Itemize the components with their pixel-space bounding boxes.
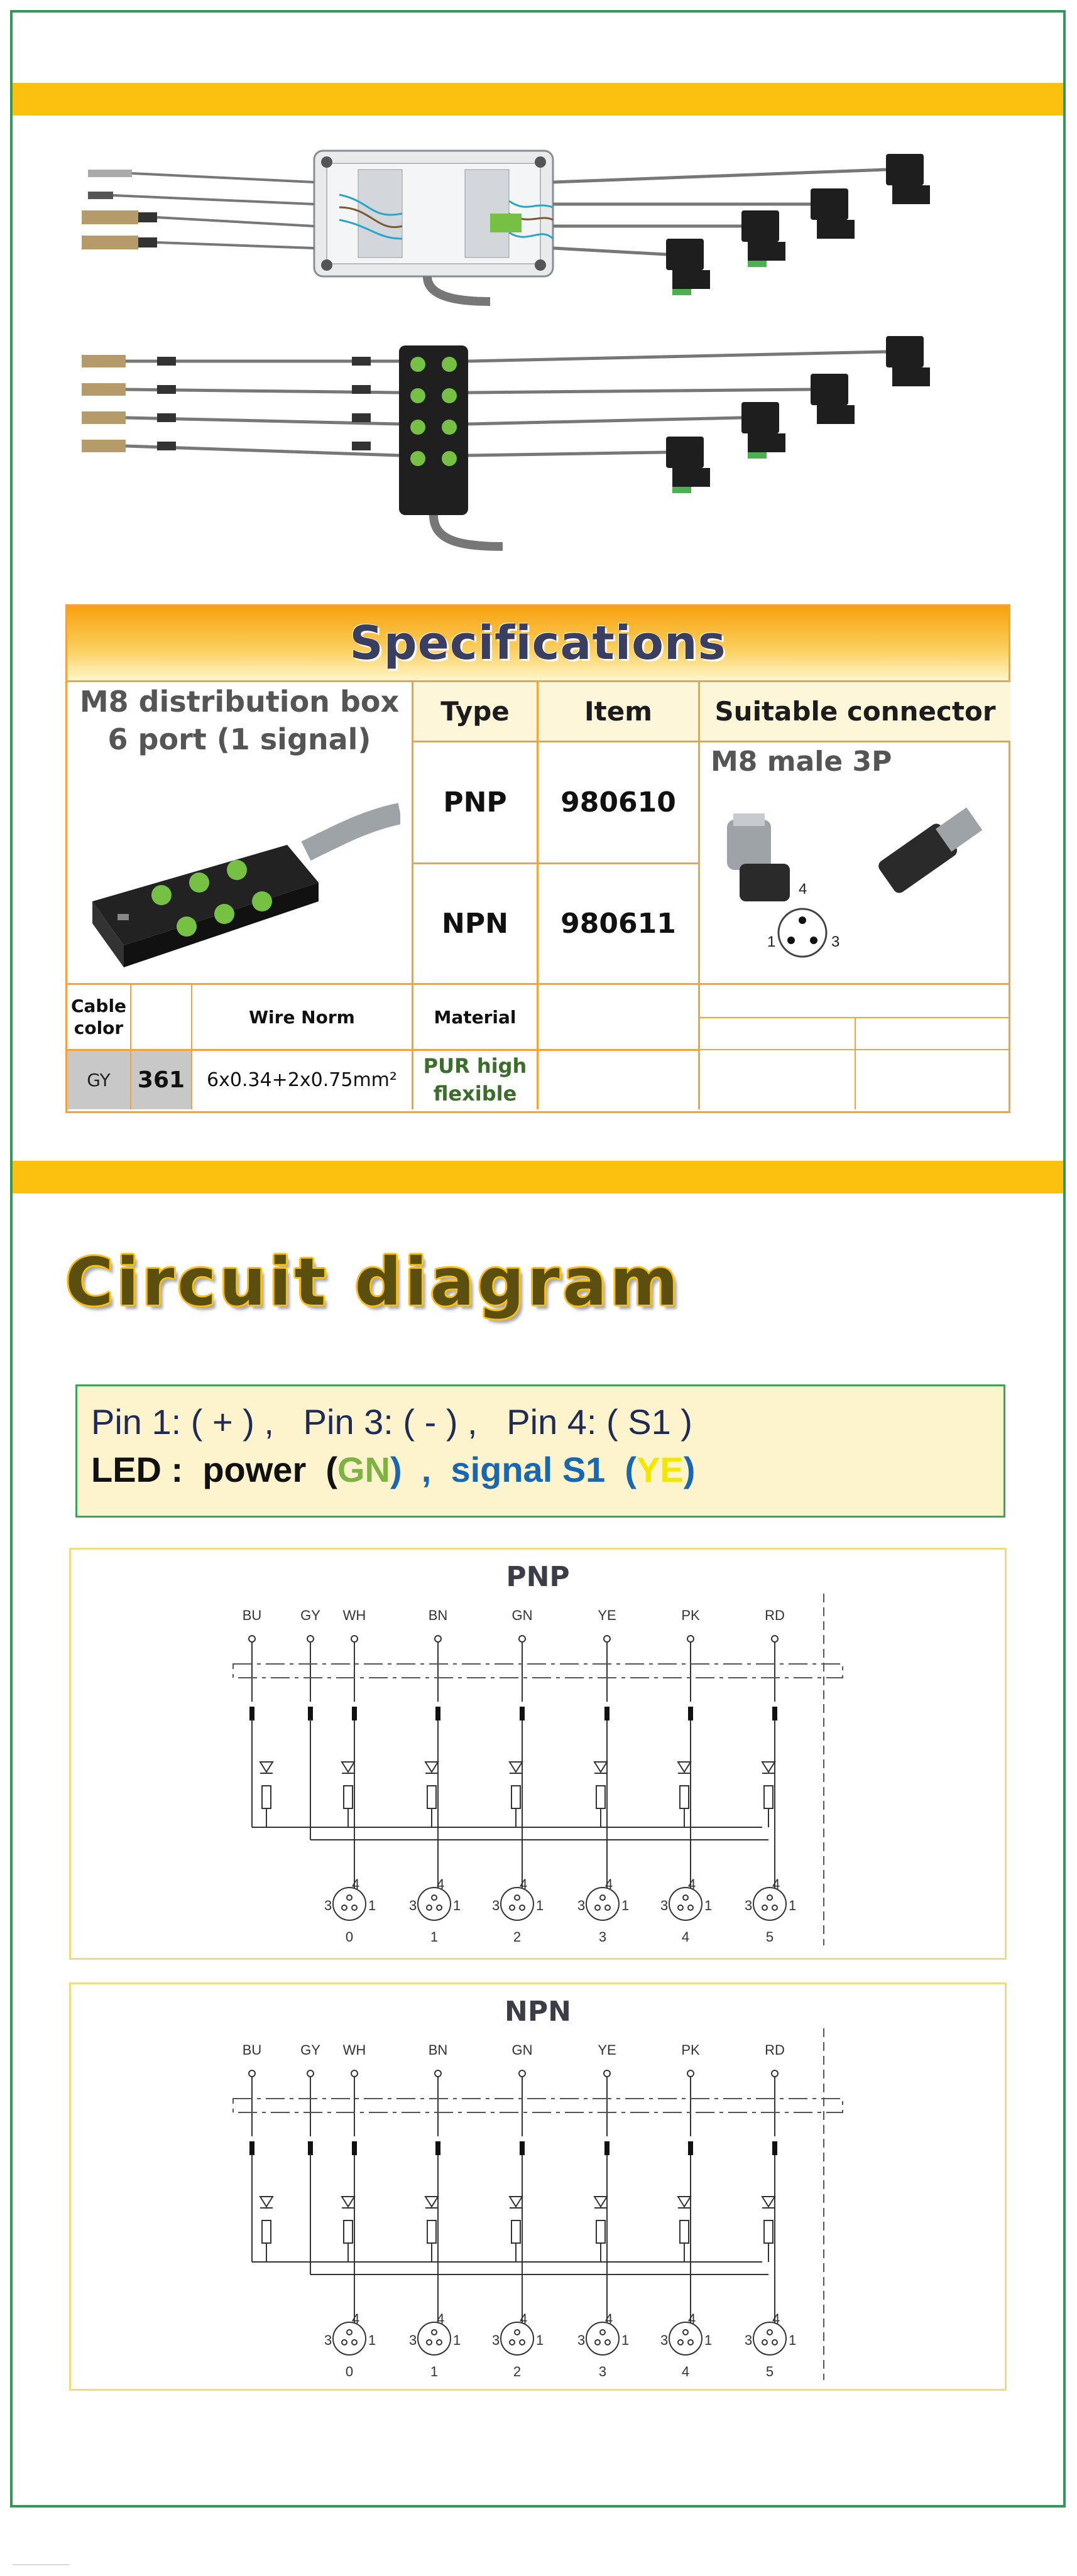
led-5	[678, 1762, 691, 1772]
valve-connector-illustrations-top	[553, 154, 930, 295]
wire-label-gn: GN	[511, 2042, 533, 2058]
wire-label-rd: RD	[765, 2042, 785, 2058]
angled-connector-illustration	[727, 813, 790, 901]
fuse-5	[604, 1707, 610, 1720]
fuse-6	[688, 1707, 693, 1720]
port-pin-3-1: 3	[409, 1898, 417, 1913]
product-name: M8 distribution box 6 port (1 signal)	[79, 685, 400, 756]
pin-label-4: 4	[799, 881, 807, 898]
resistor-0	[262, 2220, 271, 2243]
specifications-table	[65, 604, 1010, 1113]
port-pin-1-1: 1	[453, 1898, 461, 1913]
terminal-2	[351, 1636, 358, 1642]
port-connector-2	[501, 1888, 533, 1920]
row-pnp-type: PNP	[443, 786, 507, 818]
port-label-3: 3	[598, 2364, 607, 2379]
row-pnp-item: 980610	[560, 786, 676, 818]
fuse-1	[308, 2141, 313, 2155]
fuse-3	[435, 2141, 440, 2155]
fuse-4	[520, 1707, 525, 1720]
cable-color-value: GY	[67, 1051, 130, 1109]
led-mid: ) , signal S1 (	[390, 1450, 637, 1489]
port-pin-3-0: 3	[324, 1898, 332, 1913]
port-pin-1-5: 1	[789, 2332, 797, 2348]
connector-image	[714, 795, 1003, 977]
port-pin-4-0: 4	[352, 2311, 360, 2327]
port-connector-3	[586, 2322, 619, 2355]
wire-norm-value: 6x0.34+2x0.75mm²	[207, 1069, 397, 1091]
wire-label-rd: RD	[765, 1607, 785, 1623]
fuse-2	[352, 2141, 357, 2155]
wire-label-bn: BN	[428, 1607, 448, 1623]
port-label-2: 2	[513, 1929, 522, 1945]
port-pin-1-3: 1	[621, 1898, 630, 1913]
resistor-0	[262, 1786, 271, 1808]
port-pin-3-4: 3	[660, 1898, 669, 1913]
terminal-7	[772, 2070, 778, 2077]
product-photo	[75, 144, 955, 559]
port-pin-3-3: 3	[577, 2332, 586, 2348]
led-4	[594, 2197, 607, 2207]
port-pin-4-2: 4	[520, 1876, 528, 1892]
resistor-3	[511, 1786, 520, 1808]
pnp-schematic	[71, 1594, 1005, 1958]
port-pin-1-4: 1	[704, 2332, 713, 2348]
resistor-5	[680, 1786, 689, 1808]
resistor-3	[511, 2220, 520, 2243]
terminal-5	[604, 2070, 610, 2077]
connector-label: M8 male 3P	[711, 746, 892, 778]
port-label-4: 4	[681, 2364, 690, 2379]
wire-label-wh: WH	[342, 1607, 366, 1623]
wire-label-bu: BU	[242, 2042, 262, 2058]
port-label-3: 3	[598, 1929, 607, 1945]
port-pin-4-5: 4	[772, 1876, 780, 1892]
resistor-4	[596, 2220, 605, 2243]
port-connector-5	[753, 1888, 786, 1920]
led-0	[260, 2197, 273, 2207]
port-pin-4-5: 4	[772, 2311, 780, 2327]
port-pin-4-4: 4	[688, 1876, 696, 1892]
middle-accent-bar	[13, 1161, 1063, 1193]
port-pin-1-5: 1	[789, 1898, 797, 1913]
fuse-2	[352, 1707, 357, 1720]
port-pin-4-0: 4	[352, 1876, 360, 1892]
port-label-4: 4	[681, 1929, 690, 1945]
fuse-1	[308, 1707, 313, 1720]
port-pin-1-2: 1	[536, 1898, 544, 1913]
wire-label-gy: GY	[300, 2042, 320, 2058]
pin-label-1: 1	[767, 933, 776, 950]
port-pin-3-3: 3	[577, 1898, 586, 1913]
resistor-4	[596, 1786, 605, 1808]
port-label-0: 0	[345, 2364, 354, 2379]
npn-schematic	[71, 2028, 1005, 2389]
distribution-box-illustration	[399, 345, 503, 546]
led-4	[594, 1762, 607, 1772]
terminal-1	[307, 2070, 314, 2077]
port-pin-3-1: 3	[409, 2332, 417, 2348]
led-3	[510, 1762, 522, 1772]
specifications-header	[67, 606, 1009, 682]
port-connector-4	[669, 1888, 702, 1920]
specifications-title: Specifications	[349, 616, 726, 670]
terminal-2	[351, 2070, 358, 2077]
wire-label-pk: PK	[681, 2042, 700, 2058]
product-image	[80, 795, 400, 977]
top-accent-bar	[13, 83, 1063, 116]
led-6	[762, 1762, 775, 1772]
terminal-4	[519, 2070, 525, 2077]
header-material: Material	[434, 1006, 517, 1028]
header-wire-norm: Wire Norm	[249, 1006, 355, 1028]
terminal-1	[307, 1636, 314, 1642]
port-pin-3-5: 3	[745, 2332, 753, 2348]
port-pin-1-0: 1	[368, 1898, 376, 1913]
pnp-diagram	[69, 1548, 1007, 1960]
port-label-1: 1	[430, 1929, 439, 1945]
fuse-7	[772, 1707, 777, 1720]
npn-diagram-title: NPN	[505, 1996, 571, 2028]
led-ye: YE	[637, 1450, 684, 1489]
header-suitable-connector: Suitable connector	[700, 682, 1010, 741]
pin-label-3: 3	[831, 933, 840, 950]
port-connector-1	[418, 1888, 451, 1920]
straight-connector-illustration	[876, 803, 985, 896]
fuse-7	[772, 2141, 777, 2155]
terminal-7	[772, 1636, 778, 1642]
row-npn-item: 980611	[560, 908, 676, 940]
port-connector-0	[333, 1888, 366, 1920]
terminal-3	[435, 2070, 441, 2077]
port-pin-1-2: 1	[536, 2332, 544, 2348]
wire-label-ye: YE	[598, 2042, 616, 2058]
led-5	[678, 2197, 691, 2207]
port-label-5: 5	[765, 1929, 774, 1945]
port-pin-3-2: 3	[492, 2332, 500, 2348]
port-label-5: 5	[765, 2364, 774, 2379]
port-pin-3-5: 3	[745, 1898, 753, 1913]
header-type: Type	[413, 682, 537, 741]
pin-assignment-text: Pin 1: ( + ) , Pin 3: ( - ) , Pin 4: ( S1 )	[91, 1402, 692, 1442]
terminal-6	[687, 2070, 694, 2077]
led-end: )	[683, 1450, 696, 1489]
circuit-diagram-title: Circuit diagram	[65, 1244, 682, 1320]
material-value: PUR high flexible	[423, 1054, 527, 1106]
port-pin-1-4: 1	[704, 1898, 713, 1913]
port-label-1: 1	[430, 2364, 439, 2379]
led-2	[425, 2197, 438, 2207]
port-pin-1-0: 1	[368, 2332, 376, 2348]
port-pin-1-1: 1	[453, 2332, 461, 2348]
fuse-6	[688, 2141, 693, 2155]
port-connector-2	[501, 2322, 533, 2355]
sensor-illustrations-top	[82, 170, 314, 249]
terminal-5	[604, 1636, 610, 1642]
led-0	[260, 1762, 273, 1772]
footer-divider	[13, 2564, 69, 2565]
cable-code-value: 361	[131, 1051, 191, 1109]
terminal-0	[249, 1636, 255, 1642]
terminal-6	[687, 1636, 694, 1642]
fuse-0	[249, 2141, 254, 2155]
led-1	[342, 2197, 354, 2207]
led-prefix: LED : power (	[91, 1450, 337, 1489]
port-connector-1	[418, 2322, 451, 2355]
fuse-0	[249, 1707, 254, 1720]
port-label-2: 2	[513, 2364, 522, 2379]
wire-label-wh: WH	[342, 2042, 366, 2058]
resistor-1	[344, 1786, 353, 1808]
resistor-5	[680, 2220, 689, 2243]
resistor-2	[427, 2220, 436, 2243]
port-connector-0	[333, 2322, 366, 2355]
port-connector-4	[669, 2322, 702, 2355]
led-6	[762, 2197, 775, 2207]
port-pin-4-2: 4	[520, 2311, 528, 2327]
wire-label-gn: GN	[511, 1607, 533, 1623]
fuse-3	[435, 1707, 440, 1720]
port-pin-3-2: 3	[492, 1898, 500, 1913]
led-2	[425, 1762, 438, 1772]
led-info-line	[91, 1449, 695, 1490]
pnp-diagram-title: PNP	[506, 1561, 570, 1593]
led-gn: GN	[337, 1450, 390, 1489]
port-pin-4-3: 4	[605, 2311, 613, 2327]
wire-label-bu: BU	[242, 1607, 262, 1623]
resistor-6	[764, 1786, 773, 1808]
port-pin-3-4: 3	[660, 2332, 669, 2348]
port-connector-5	[753, 2322, 786, 2355]
terminal-0	[249, 2070, 255, 2077]
fuse-5	[604, 2141, 610, 2155]
wire-label-ye: YE	[598, 1607, 616, 1623]
resistor-6	[764, 2220, 773, 2243]
port-pin-4-1: 4	[437, 2311, 445, 2327]
wire-label-gy: GY	[300, 1607, 320, 1623]
cable-bus	[233, 1664, 843, 1678]
npn-diagram	[69, 1982, 1007, 2391]
valve-connector-illustrations-bottom	[468, 336, 930, 493]
wire-label-bn: BN	[428, 2042, 448, 2058]
led-3	[510, 2197, 522, 2207]
sensor-illustrations-bottom	[82, 355, 399, 455]
fuse-4	[520, 2141, 525, 2155]
resistor-1	[344, 2220, 353, 2243]
port-pin-4-3: 4	[605, 1876, 613, 1892]
port-label-0: 0	[345, 1929, 354, 1945]
port-pin-4-1: 4	[437, 1876, 445, 1892]
resistor-2	[427, 1786, 436, 1808]
cable-bus	[233, 2099, 843, 2112]
junction-box-illustration	[314, 151, 553, 302]
wire-label-pk: PK	[681, 1607, 700, 1623]
port-pin-1-3: 1	[621, 2332, 630, 2348]
pin-info-box	[75, 1384, 1005, 1518]
port-connector-3	[586, 1888, 619, 1920]
terminal-3	[435, 1636, 441, 1642]
header-cable-color: Cable color	[70, 996, 127, 1038]
port-pin-4-4: 4	[688, 2311, 696, 2327]
row-npn-type: NPN	[442, 908, 508, 940]
terminal-4	[519, 1636, 525, 1642]
header-item: Item	[538, 682, 698, 741]
port-pin-3-0: 3	[324, 2332, 332, 2348]
led-1	[342, 1762, 354, 1772]
